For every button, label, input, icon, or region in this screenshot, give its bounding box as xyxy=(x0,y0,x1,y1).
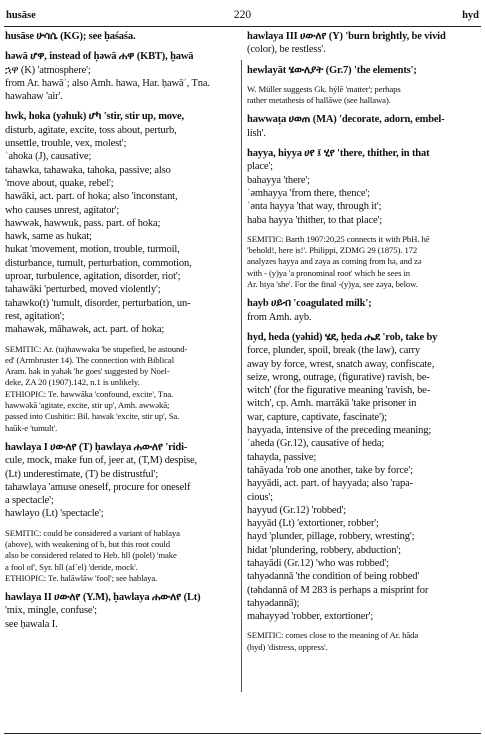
entry-text-line: tahawāki 'perturbed, moved violently'; xyxy=(5,284,161,296)
entry-text-line: hawlaya I ሀውለየ (T) ḥawlaya ሐውለየ 'ridi- xyxy=(5,441,188,453)
entry-text-line: a fool of', Syr. hll (afʿel) 'deride, mock'. xyxy=(5,561,138,572)
entry-text-line: (tǝhdannā of M 283 is perhaps a misprint for xyxy=(247,584,429,596)
entry-text-line: see ḥawala I. xyxy=(5,618,58,630)
entry-text-line: tahawko(t) 'tumult, disorder, perturbation, un- xyxy=(5,297,191,309)
left-column xyxy=(5,30,238,728)
entry-text-line: tahayda, passive; xyxy=(247,451,317,463)
entry-text-line: hawwǝk, hawwuk, pass. part. of hoka; xyxy=(5,217,161,229)
entry-text-line: 'mix, mingle, confuse'; xyxy=(5,605,97,617)
entry-text-line: hidat 'plundering, robbery, abduction'; xyxy=(247,544,401,556)
entry-text-line: ʾǝmhayya 'from there, thence'; xyxy=(247,187,370,199)
footer-rule xyxy=(4,733,481,734)
entry-text-line: from Ar. hawāʾ; also Amh. hawa, Har. ḥawāʾ, Tna. xyxy=(5,77,210,89)
entry-text-line: hewlayāt ሄውለያት (Gr.7) 'the elements'; xyxy=(247,64,417,76)
entry-text-line: hyd, heda (yǝhid) ሄደ, ḥeda ሔደ 'rob, take by xyxy=(247,331,438,343)
entry-text-line: hawwaṭa ሀወጠ (MA) 'decorate, adorn, embel- xyxy=(247,114,445,126)
right-column xyxy=(247,30,479,728)
entry-text-line: who causes unrest, agitator'; xyxy=(5,204,120,216)
page-number: 220 xyxy=(233,9,252,21)
entry-text-line: ʾahoka (J), causative; xyxy=(5,151,92,163)
entry-text-line: cule, mock, make fun of, jeer at, (T,M) despise, xyxy=(5,455,198,467)
entry-text-line: hayd 'plunder, pillage, robbery, wresting'; xyxy=(247,531,415,543)
entry-text-line: hayyādi, act. part. of hayyada; also 'rapa- xyxy=(247,478,413,490)
entry-text-line: haba hayya 'thither, to that place'; xyxy=(247,214,382,226)
entry-text-line: with - (y)ya 'a pronominal root' which he sees in xyxy=(247,267,411,278)
entry-text-line: tahawlaya 'amuse oneself, procure for oneself xyxy=(5,481,191,493)
entry-text-line: 'behold!, here is!'. Philippi, ZDMG 29 (1875). 172 xyxy=(247,245,418,256)
entry-text-line: ʾǝnta hayya 'that way, through it'; xyxy=(247,201,382,213)
entry-text-line: tahyǝdannā 'the condition of being robbed' xyxy=(247,571,420,583)
entry-text-line: force, plunder, spoil, break (the law), carry xyxy=(247,345,421,357)
header-guide-word-right: hyd xyxy=(462,10,479,21)
entry-text-line: (Lt) underestimate, (T) be distrustful'; xyxy=(5,468,159,480)
entry-text-line: hawk, same as hukat; xyxy=(5,231,92,243)
entry-text-line: bahayya 'there'; xyxy=(247,174,310,186)
entry-text-line: passed into Cushitic: Bil. hawak 'excite, stir up', Sa. xyxy=(5,411,180,422)
entry-text-line: mahayyǝd 'robber, extortioner'; xyxy=(247,611,374,623)
entry-text-line: from Amh. ayb. xyxy=(247,311,312,323)
entry-text-line: hayyād (Lt) 'extortioner, robber'; xyxy=(247,518,379,530)
entry-text-line: 'move about, quake, rebel'; xyxy=(5,177,114,189)
dictionary-entry xyxy=(247,147,479,227)
dictionary-entry xyxy=(5,50,238,103)
entry-text-line: uproar, turbulence, agitation, disorder, riot'; xyxy=(5,271,181,283)
dictionary-entry xyxy=(5,591,238,631)
entry-text-line: husāse ሁሳሴ (KG); see ḥaśaśa. xyxy=(5,31,136,42)
entry-text-line: rest, agitation'; xyxy=(5,310,65,322)
entry-text-line: hawlaya III ሀውለየ (Y) 'burn brightly, be vivid xyxy=(247,31,446,42)
entry-text-line: (color), be restless'. xyxy=(247,44,326,56)
entry-text-line: ʾaheda (Gr.12), causative of heda; xyxy=(247,438,385,450)
entry-text-line: hayyud (Gr.12) 'robbed'; xyxy=(247,504,347,516)
entry-text-line: place'; xyxy=(247,161,273,173)
etymology-note xyxy=(5,344,238,434)
page-header xyxy=(6,8,479,24)
entry-text-line: ኋዋ (K) 'atmosphere'; xyxy=(5,64,91,76)
entry-text-line: hawahaw 'air'. xyxy=(5,91,63,103)
entry-text-line: lish'. xyxy=(247,127,266,139)
dictionary-entry xyxy=(247,297,479,324)
entry-text-line: cious'; xyxy=(247,491,273,503)
entry-text-line: also be considered related to Heb. hll (polel) 'make xyxy=(5,550,177,561)
entry-text-line: hayb ሀይብ 'coagulated milk'; xyxy=(247,298,372,310)
dictionary-entry xyxy=(247,113,479,140)
etymology-note xyxy=(247,234,479,290)
entry-text-line: unsettle, trouble, vex, molest'; xyxy=(5,138,127,150)
entry-text-line: seize, wrong, outrage, (figurative) ravish, be- xyxy=(247,371,430,383)
entry-text-line: a spectacle'; xyxy=(5,495,54,507)
etymology-note xyxy=(5,528,238,584)
entry-text-line: away by force, wrest, snatch away, confiscate, xyxy=(247,358,435,370)
dictionary-entry xyxy=(247,30,479,57)
header-rule xyxy=(4,26,481,27)
entry-text-line: hukat 'movement, motion, trouble, turmoil, xyxy=(5,244,180,256)
dictionary-entry xyxy=(5,110,238,336)
entry-text-line: hwk, hoka (yǝhuk) ሆካ 'stir, stir up, move, xyxy=(5,111,184,123)
entry-text-line: hawlǝyo (Lt) 'spectacle'; xyxy=(5,508,104,520)
dictionary-entry xyxy=(5,441,238,521)
entry-text-line: (above), with weakening of b, but this root could xyxy=(5,538,170,549)
entry-text-line: hayyada, intensive of the preceding meaning; xyxy=(247,425,432,437)
entry-text-line: hawlaya II ሀውለየ (Y.M), ḥawlaya ሐውለየ (Lt) xyxy=(5,592,201,604)
entry-text-line: Aram. hǝk in yǝhǝk 'he goes' suggested by Noel- xyxy=(5,366,170,377)
entry-text-line: disturbance, tumult, perturbation, commotion, xyxy=(5,257,192,269)
entry-text-line: mahawǝk, māhawǝk, act. part. of hoka; xyxy=(5,324,165,336)
entry-text-line: tahawka, tahawaka, tahoka, passive; also xyxy=(5,164,171,176)
entry-text-line: rather metathesis of hallāwe (see hallawa). xyxy=(247,95,391,106)
entry-text-line: witch' (for the figurative meaning 'ravish, be- xyxy=(247,385,431,397)
entry-text-line: hayya, hiyya ሀየ ፤ ሂየ 'there, thither, in that xyxy=(247,148,430,160)
entry-text-line: ed' (Armbruster 14). The connection with Biblical xyxy=(5,354,175,365)
entry-text-line: SEMITIC: could be considered a variant of hablaya xyxy=(5,527,180,538)
entry-text-line: hawāki, act. part. of hoka; also 'inconstant, xyxy=(5,191,178,203)
entry-text-line: tahāyada 'rob one another, take by force'; xyxy=(247,464,413,476)
etymology-note xyxy=(247,630,479,653)
entry-text-line: ETHIOPIC: Te. halāwlāw 'fool'; see hablaya. xyxy=(5,572,158,583)
entry-text-line: haūk-e 'tumult'. xyxy=(5,422,58,433)
entry-text-line: hawwǝkā 'agitate, excite, stir up', Amh. awwǝkā; xyxy=(5,400,170,411)
header-guide-word-left: husāse xyxy=(6,10,36,21)
entry-text-line: SEMITIC: Barth 1907:20,25 connects it with PbH. hē xyxy=(247,233,430,244)
entry-text-line: (hyd) 'distress, oppress'. xyxy=(247,641,328,652)
entry-text-line: deke, ZA 20 (1907).142, n.1 is unlikely. xyxy=(5,377,140,388)
entry-text-line: war, capture, captivate, fascinate'); xyxy=(247,411,387,423)
entry-text-line: SEMITIC: Ar. (ta)hawwaka 'be stupefied, be astound- xyxy=(5,343,188,354)
entry-text-line: Ar. hiya 'she'. For the final -(y)ya, see zǝya, below. xyxy=(247,279,418,290)
entry-text-line: W. Müller suggests Gk. hýlē 'matter'; perhaps xyxy=(247,83,401,94)
dictionary-entry xyxy=(247,64,479,77)
entry-text-line: hǝwā ሆዋ, instead of ḥǝwā ሐዋ (KBT), ḫawā xyxy=(5,51,194,63)
entry-text-line: ETHIOPIC: Te. hawwāka 'confound, excite', Tna. xyxy=(5,388,174,399)
dictionary-entry xyxy=(5,30,238,43)
etymology-note xyxy=(247,84,479,107)
entry-text-line: analyzes hayya and zǝya as coming from hǝ, and zǝ xyxy=(247,256,422,267)
column-divider xyxy=(241,60,242,692)
entry-text-line: disturb, agitate, excite, toss about, perturb, xyxy=(5,124,177,136)
entry-text-line: tahayādi (Gr.12) 'who was robbed'; xyxy=(247,557,389,569)
dictionary-entry xyxy=(247,331,479,624)
entry-text-line: witch', cp. Amh. marrākā 'take prisoner in xyxy=(247,398,417,410)
entry-text-line: tahyǝdannā); xyxy=(247,597,300,609)
entry-text-line: SEMITIC: comes close to the meaning of Ar. hāda xyxy=(247,630,419,641)
